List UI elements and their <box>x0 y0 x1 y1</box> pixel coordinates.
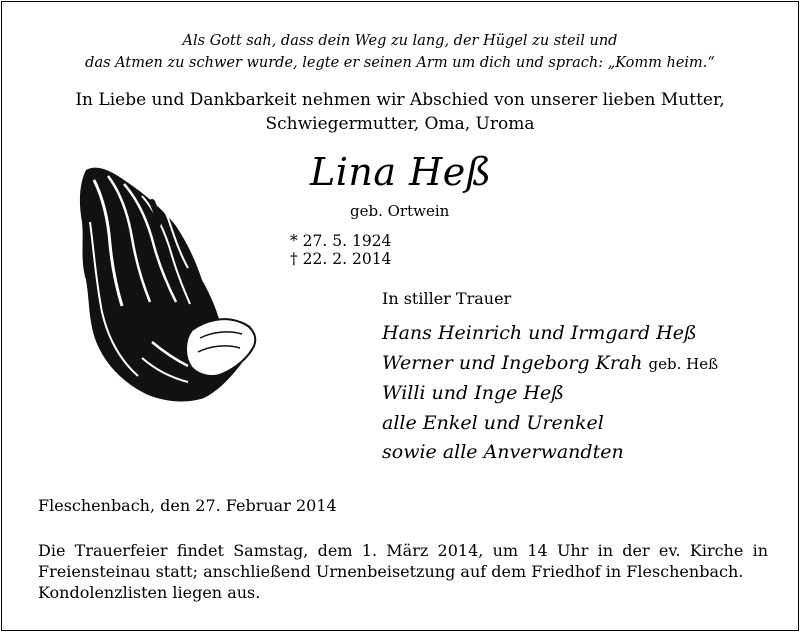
service-info <box>38 540 768 603</box>
mourners-list <box>382 319 718 468</box>
verse-line-2: das Atmen zu schwer wurde, legte er seinen Arm um dich und sprach: „Komm heim.“ <box>85 55 715 71</box>
life-dates <box>290 232 530 268</box>
mourner-name: Willi und Inge Heß <box>382 382 564 404</box>
mourner-name: Hans Heinrich und Irmgard Heß <box>382 322 697 344</box>
mourner-note: geb. Heß <box>648 354 719 373</box>
mourner-name: sowie alle Anverwandten <box>382 441 624 463</box>
deceased-name: Lina Heß <box>310 150 492 194</box>
mourner-name: alle Enkel und Urenkel <box>382 411 604 434</box>
mourner-entry <box>382 349 718 380</box>
place-date: Fleschenbach, den 27. Februar 2014 <box>38 496 337 515</box>
mourner-entry <box>382 379 718 409</box>
mourner-name: Werner und Ingeborg Krah <box>382 351 643 374</box>
birth-date: * 27. 5. 1924 <box>290 232 392 250</box>
service-line-2: Freiensteinau statt; anschließend Urnenbeisetzung auf dem Friedhof in Fleschenbach. <box>38 562 744 581</box>
mourner-entry <box>382 319 718 349</box>
maiden-name: geb. Ortwein <box>350 202 450 220</box>
mourning-heading: In stiller Trauer <box>382 289 512 308</box>
verse-line-1: Als Gott sah, dass dein Weg zu lang, der Hügel zu steil und <box>182 33 618 49</box>
mourner-entry <box>382 409 718 439</box>
intro-line-1: In Liebe und Dankbarkeit nehmen wir Abschied von unserer lieben Mutter, <box>75 90 725 110</box>
intro-line-2: Schwiegermutter, Oma, Uroma <box>265 114 535 134</box>
service-line-3: Kondolenzlisten liegen aus. <box>38 583 261 602</box>
mourner-entry <box>382 438 718 468</box>
verse <box>2 30 798 74</box>
intro-text <box>2 88 798 136</box>
praying-hands-icon <box>72 162 262 407</box>
obituary-notice <box>1 1 799 631</box>
service-line-1: Die Trauerfeier findet Samstag, dem 1. März 2014, um 14 Uhr in der ev. Kirche in <box>38 541 768 560</box>
death-date: † 22. 2. 2014 <box>290 250 392 268</box>
